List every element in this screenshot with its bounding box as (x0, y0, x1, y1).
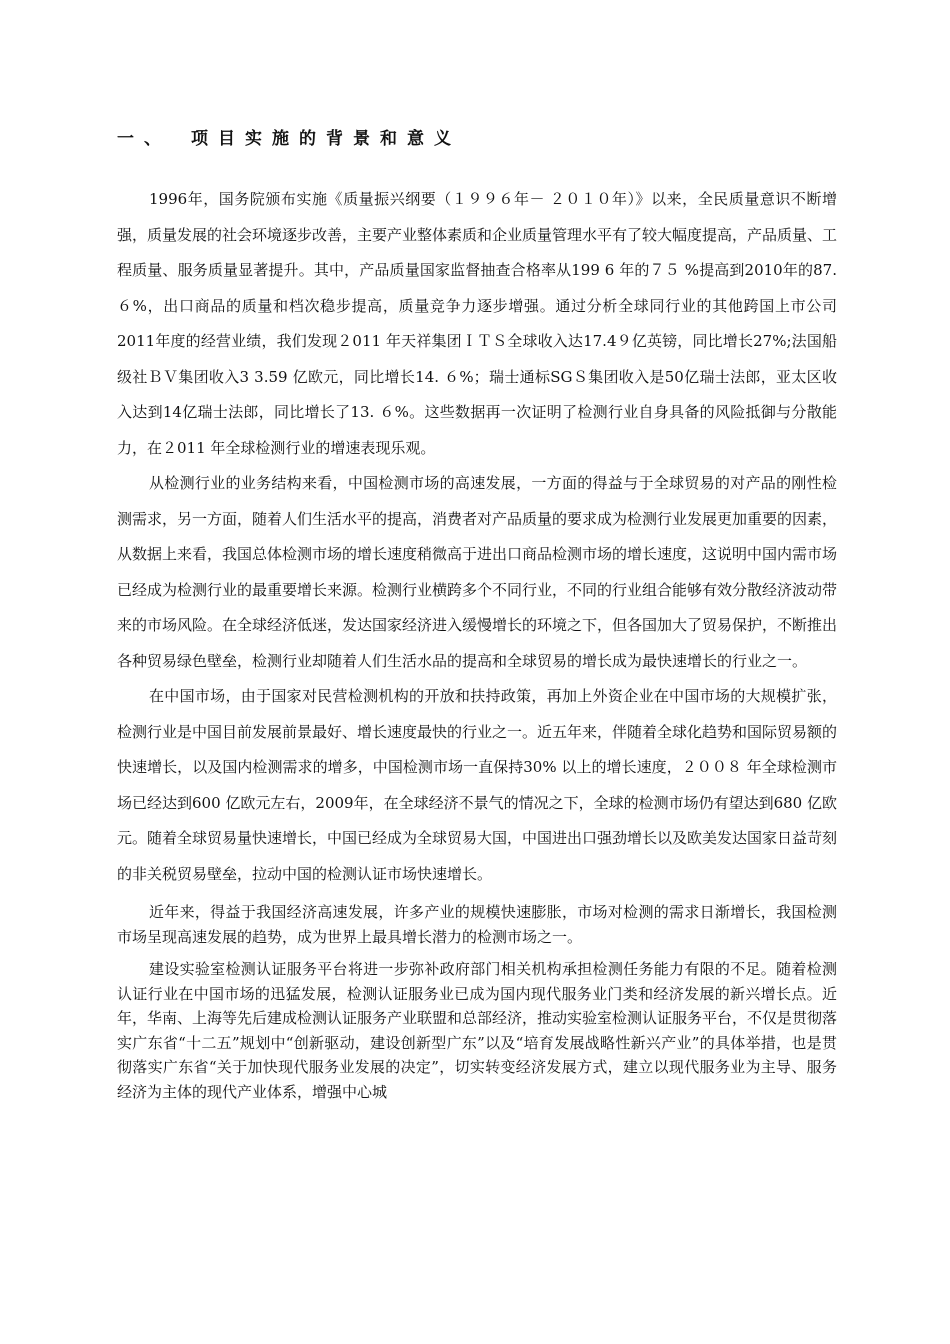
section-heading (117, 124, 461, 149)
paragraph-5: 建设实验室检测认证服务平台将进一步弥补政府部门相关机构承担检测任务能力有限的不足。随着检测认证行业在中国市场的迅猛发展，检测认证服务业已成为国内现代服务业门类和经济发展的新兴增长点。近年，华南、上海等先后建成检测认证服务产业联盟和总部经济，推动实验室检测认证服务平台，不仅是贯彻落实广东省“十二五”规划中“创新驱动，建设创新型广东”以及“培育发展战略性新兴产业”的具体举措，也是贯彻落实广东省“关于加快现代服务业发展的决定”，切实转变经济发展方式，建立以现代服务业为主导、服务经济为主体的现代产业体系，增强中心城 (117, 960, 838, 1101)
document-body (117, 182, 837, 1104)
section-title: 项目实施的背景和意义 (191, 129, 461, 149)
paragraph-3: 在中国市场，由于国家对民营检测机构的开放和扶持政策，再加上外资企业在中国市场的大规模扩张，检测行业是中国目前发展前景最好、增长速度最快的行业之一。近五年来，伴随着全球化趋势和国际贸易额的快速增长，以及国内检测需求的增多，中国检测市场一直保持30% 以上的增长速度，２００８ 年全球检测市场已经达到600 亿欧元左右，2009年，在全球经济不景气的情况之下，全球的检测市场仍有望达到680 亿欧元。随着全球贸易量快速增长，中国已经成为全球贸易大国，中国进出口强劲增长以及欧美发达国家日益苛刻的非关税贸易壁垒，拉动中国的检测认证市场快速增长。 (117, 687, 838, 883)
paragraph-2: 从检测行业的业务结构来看，中国检测市场的高速发展，一方面的得益与于全球贸易的对产品的刚性检测需求，另一方面，随着人们生活水平的提高，消费者对产品质量的要求成为检测行业发展更加重要的因素，从数据上来看，我国总体检测市场的增长速度稍微高于进出口商品检测市场的增长速度，这说明中国内需市场已经成为检测行业的最重要增长来源。检测行业横跨多个不同行业，不同的行业组合能够有效分散经济波动带来的市场风险。在全球经济低迷，发达国家经济进入缓慢增长的环境之下，但各国加大了贸易保护，不断推出各种贸易绿色壁垒，检测行业却随着人们生活水品的提高和全球贸易的增长成为最快速增长的行业之一。 (117, 474, 838, 670)
paragraph-4: 近年来，得益于我国经济高速发展，许多产业的规模快速膨胀，市场对检测的需求日渐增长，我国检测市场呈现高速发展的趋势，成为世界上最具增长潜力的检测市场之一。 (117, 903, 837, 946)
paragraph-1: 1996年，国务院颁布实施《质量振兴纲要（１９９６年－ ２０１０年）》以来，全民质量意识不断增强，质量发展的社会环境逐步改善，主要产业整体素质和企业质量管理水平有了较大幅度提高，产品质量、工程质量、服务质量显著提升。其中，产品质量国家监督抽查合格率从199 6 年的７５ %提高到2010年的87. ６%，出口商品的质量和档次稳步提高，质量竞争力逐步增强。通过分析全球同行业的其他跨国上市公司2011年度的经营业绩，我们发现２011 年天祥集团ＩＴＳ全球收入达17.4９亿英镑，同比增长27%;法国船级社ＢＶ集团收入3 3.59 亿欧元，同比增长14. ６%；瑞士通标SGＳ集团收入是50亿瑞士法郎，亚太区收入达到14亿瑞士法郎，同比增长了13. ６%。这些数据再一次证明了检测行业自身具备的风险抵御与分散能力，在２011 年全球检测行业的增速表现乐观。 (117, 190, 838, 457)
section-number: 一、 (117, 129, 171, 149)
